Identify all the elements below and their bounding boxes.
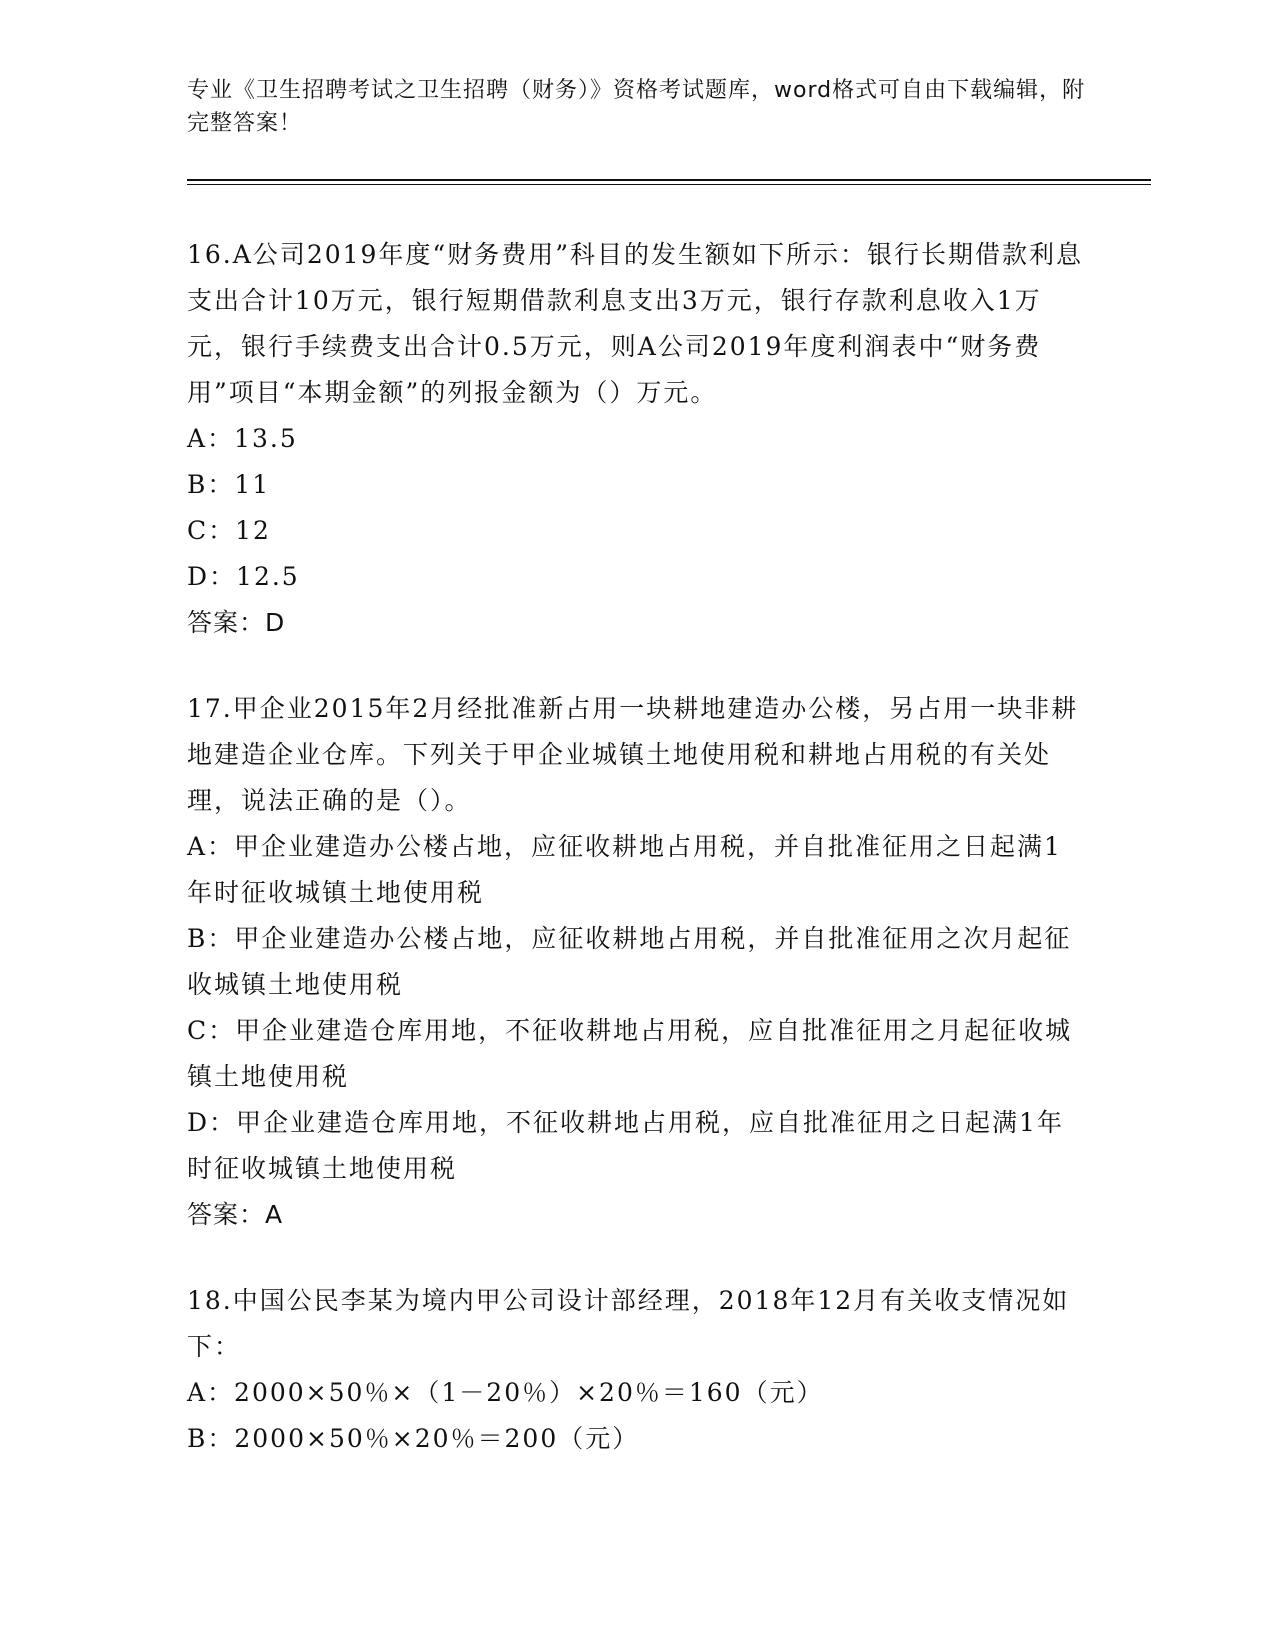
option-c: C：甲企业建造仓库用地，不征收耕地占用税，应自批准征用之月起征收城镇土地使用税 — [187, 1016, 1073, 1091]
option-a: A：13.5 — [187, 424, 298, 453]
header-rule-thin — [187, 184, 1151, 185]
option-b: B：11 — [187, 470, 271, 499]
question-17 — [187, 686, 1087, 1238]
option-b: B：2000×50％×20％＝200（元） — [187, 1424, 640, 1453]
option-d: D：12.5 — [187, 562, 300, 591]
question-18 — [187, 1278, 1087, 1462]
option-d: D：甲企业建造仓库用地，不征收耕地占用税，应自批准征用之日起满1年时征收城镇土地使用税 — [187, 1108, 1064, 1183]
question-stem: 18.中国公民李某为境内甲公司设计部经理，2018年12月有关收支情况如下： — [187, 1286, 1070, 1361]
answer-line: 答案：A — [187, 1200, 284, 1229]
document-header: 专业《卫生招聘考试之卫生招聘（财务）》资格考试题库，word格式可自由下载编辑，附完整答案！ — [187, 78, 1086, 136]
option-c: C：12 — [187, 516, 271, 545]
question-16 — [187, 232, 1087, 646]
question-stem: 17.甲企业2015年2月经批准新占用一块耕地建造办公楼，另占用一块非耕地建造企业仓库。下列关于甲企业城镇土地使用税和耕地占用税的有关处理，说法正确的是（）。 — [187, 694, 1079, 815]
option-a: A：2000×50％×（1－20％）×20％＝160（元） — [187, 1378, 824, 1407]
answer-line: 答案：D — [187, 608, 286, 637]
header-rule-thick — [187, 179, 1151, 181]
question-stem: 16.A公司2019年度“财务费用”科目的发生额如下所示：银行长期借款利息支出合计10万元，银行短期借款利息支出3万元，银行存款利息收入1万元，银行手续费支出合计0.5万元，则A公司2019年度利润表中“财务费用”项目“本期金额”的列报金额为（）万元。 — [187, 240, 1083, 407]
option-a: A：甲企业建造办公楼占地，应征收耕地占用税，并自批准征用之日起满1年时征收城镇土地使用税 — [187, 832, 1062, 907]
option-b: B：甲企业建造办公楼占地，应征收耕地占用税，并自批准征用之次月起征收城镇土地使用税 — [187, 924, 1072, 999]
